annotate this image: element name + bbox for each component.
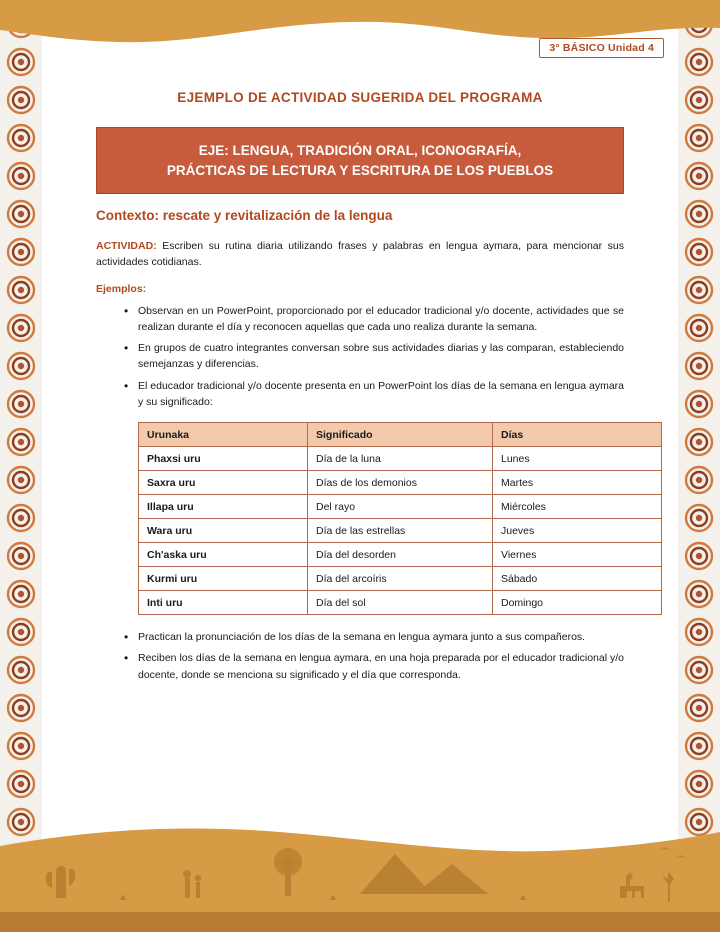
- eje-banner: [96, 127, 624, 194]
- context-heading: Contexto: rescate y revitalización de la lengua: [96, 208, 393, 224]
- list-item: • El educador tradicional y/o docente presenta en un PowerPoint los días de la semana en lengua aymara y su significado:: [138, 378, 624, 411]
- left-border-pattern: [0, 0, 42, 932]
- table-row: [139, 471, 662, 495]
- table-row: [139, 591, 662, 615]
- eje-line-2: PRÁCTICAS DE LECTURA Y ESCRITURA DE LOS PUEBLOS: [166, 162, 554, 178]
- list-item: • Practican la pronunciación de los días de la semana en lengua aymara junto a sus compañeros.: [138, 629, 624, 645]
- list-item: • Observan en un PowerPoint, proporcionado por el educador tradicional y/o docente, actividades que se realizan durante el día y reconocen aquellas que cada uno realiza durante la semana.: [138, 303, 624, 336]
- examples-label: Ejemplos:: [96, 282, 147, 295]
- examples-list-after: [96, 629, 624, 683]
- cell-urunaka: Inti uru: [139, 591, 308, 615]
- table-header-row: [139, 423, 662, 447]
- cell-significado: Día de la luna: [308, 447, 493, 471]
- table-row: [139, 567, 662, 591]
- page-title: EJEMPLO DE ACTIVIDAD SUGERIDA DEL PROGRAMA: [177, 90, 543, 105]
- column-header-urunaka: Urunaka: [139, 423, 308, 447]
- left-decorative-border: [0, 0, 42, 932]
- cell-significado: Día del sol: [308, 591, 493, 615]
- cell-dia: Viernes: [493, 543, 662, 567]
- table-row: [139, 447, 662, 471]
- table-row: [139, 495, 662, 519]
- activity-paragraph: [96, 239, 624, 271]
- bottom-banner: [0, 820, 720, 932]
- table-row: [139, 519, 662, 543]
- cell-dia: Miércoles: [493, 495, 662, 519]
- cell-urunaka: Saxra uru: [139, 471, 308, 495]
- days-table-body: [139, 447, 662, 615]
- right-decorative-border: [678, 0, 720, 932]
- cell-urunaka: Ch'aska uru: [139, 543, 308, 567]
- cell-significado: Día del arcoíris: [308, 567, 493, 591]
- cell-significado: Días de los demonios: [308, 471, 493, 495]
- column-header-dias: Días: [493, 423, 662, 447]
- cell-dia: Jueves: [493, 519, 662, 543]
- cell-urunaka: Wara uru: [139, 519, 308, 543]
- bottom-banner-landscape: [0, 820, 720, 932]
- cell-dia: Domingo: [493, 591, 662, 615]
- document-content: [96, 82, 624, 695]
- column-header-significado: Significado: [308, 423, 493, 447]
- activity-label: ACTIVIDAD:: [96, 240, 157, 253]
- unit-badge: 3° BÁSICO Unidad 4: [539, 38, 664, 58]
- cell-significado: Día de las estrellas: [308, 519, 493, 543]
- cell-dia: Sábado: [493, 567, 662, 591]
- examples-list-before: [96, 303, 624, 411]
- activity-text: Escriben su rutina diaria utilizando frases y palabras en lengua aymara, para mencionar sus actividades cotidianas.: [96, 240, 624, 268]
- cell-significado: Día del desorden: [308, 543, 493, 567]
- cell-urunaka: Kurmi uru: [139, 567, 308, 591]
- cell-dia: Lunes: [493, 447, 662, 471]
- cell-urunaka: Phaxsi uru: [139, 447, 308, 471]
- cell-urunaka: Illapa uru: [139, 495, 308, 519]
- right-border-pattern: [678, 0, 720, 932]
- list-item: • Reciben los días de la semana en lengua aymara, en una hoja preparada por el educador tradicional y/o docente, donde se menciona su significado y el día que corresponda.: [138, 650, 624, 683]
- list-item: • En grupos de cuatro integrantes conversan sobre sus actividades diarias y las comparan, estableciendo semejanzas y diferencias.: [138, 340, 624, 373]
- eje-line-1: EJE: LENGUA, TRADICIÓN ORAL, ICONOGRAFÍA,: [198, 143, 522, 158]
- days-table: [138, 422, 662, 615]
- table-row: [139, 543, 662, 567]
- cell-dia: Martes: [493, 471, 662, 495]
- days-table-head: [139, 423, 662, 447]
- cell-significado: Del rayo: [308, 495, 493, 519]
